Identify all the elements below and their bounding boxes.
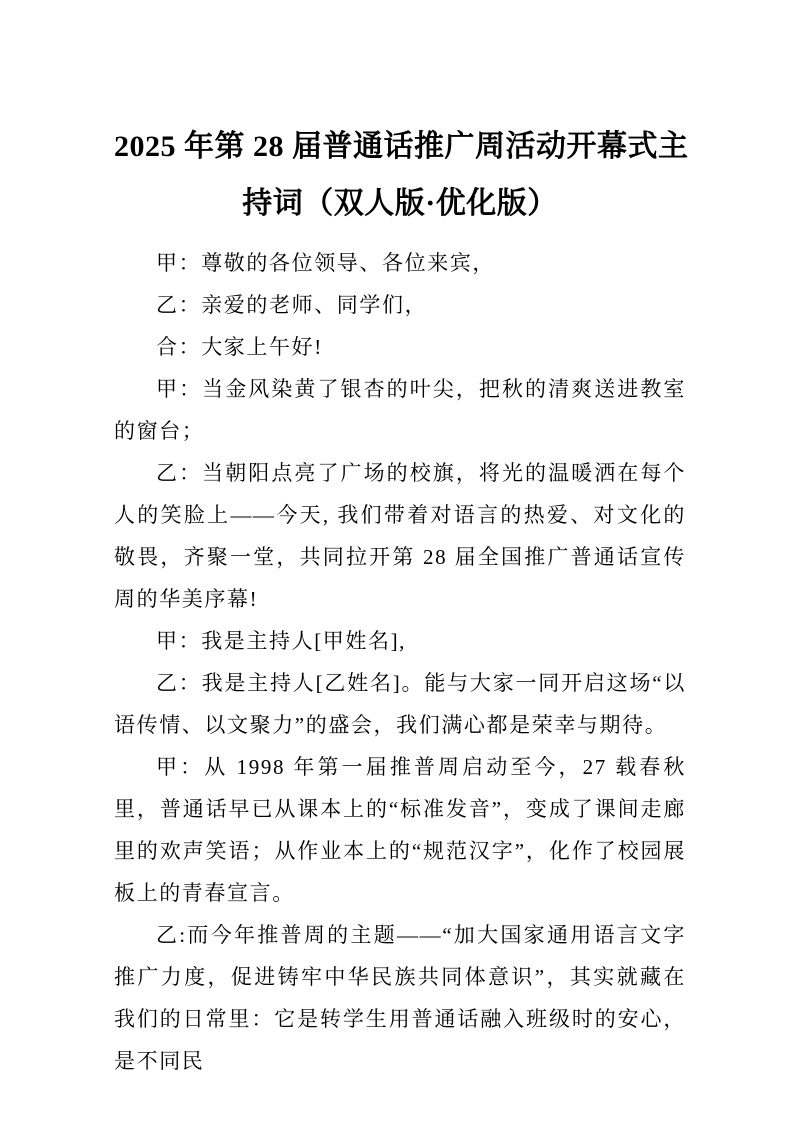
dialogue-paragraph-3: 合：大家上午好! xyxy=(156,335,323,359)
dialogue-paragraph-2: 乙：亲爱的老师、同学们， xyxy=(156,293,428,317)
dialogue-paragraph-5: 乙：当朝阳点亮了广场的校旗，将光的温暖洒在每个人的笑脸上——今天, 我们带着对语言的热爱、对文化的敬畏，齐聚一堂，共同拉开第 28 届全国推广普通话宣传周的华美序幕! xyxy=(114,461,686,611)
document-body xyxy=(114,242,686,1082)
dialogue-paragraph-7: 乙：我是主持人[乙姓名]。能与大家一同开启这场“以语传情、以文聚力”的盛会，我们满心都是荣幸与期待。 xyxy=(114,671,686,737)
document-title xyxy=(114,118,689,232)
title-line-1: 2025 年第 28 届普通话推广周活动开幕式主 xyxy=(114,130,689,163)
dialogue-paragraph-9: 乙:而今年推普周的主题——“加大国家通用语言文字推广力度，促进铸牢中华民族共同体意识”，其实就藏在我们的日常里：它是转学生用普通话融入班级时的安心，是不同民 xyxy=(114,923,686,1073)
dialogue-paragraph-4: 甲：当金风染黄了银杏的叶尖，把秋的清爽送进教室的窗台； xyxy=(114,377,686,443)
dialogue-paragraph-8: 甲：从 1998 年第一届推普周启动至今，27 载春秋里，普通话早已从课本上的“标准发音”，变成了课间走廊里的欢声笑语；从作业本上的“规范汉字”，化作了校园展板上的青春宣言。 xyxy=(114,755,686,905)
dialogue-paragraph-6: 甲：我是主持人[甲姓名], xyxy=(156,629,407,653)
dialogue-paragraph-1: 甲：尊敬的各位领导、各位来宾， xyxy=(156,251,495,275)
title-line-2: 持词（双人版·优化版） xyxy=(242,187,558,220)
